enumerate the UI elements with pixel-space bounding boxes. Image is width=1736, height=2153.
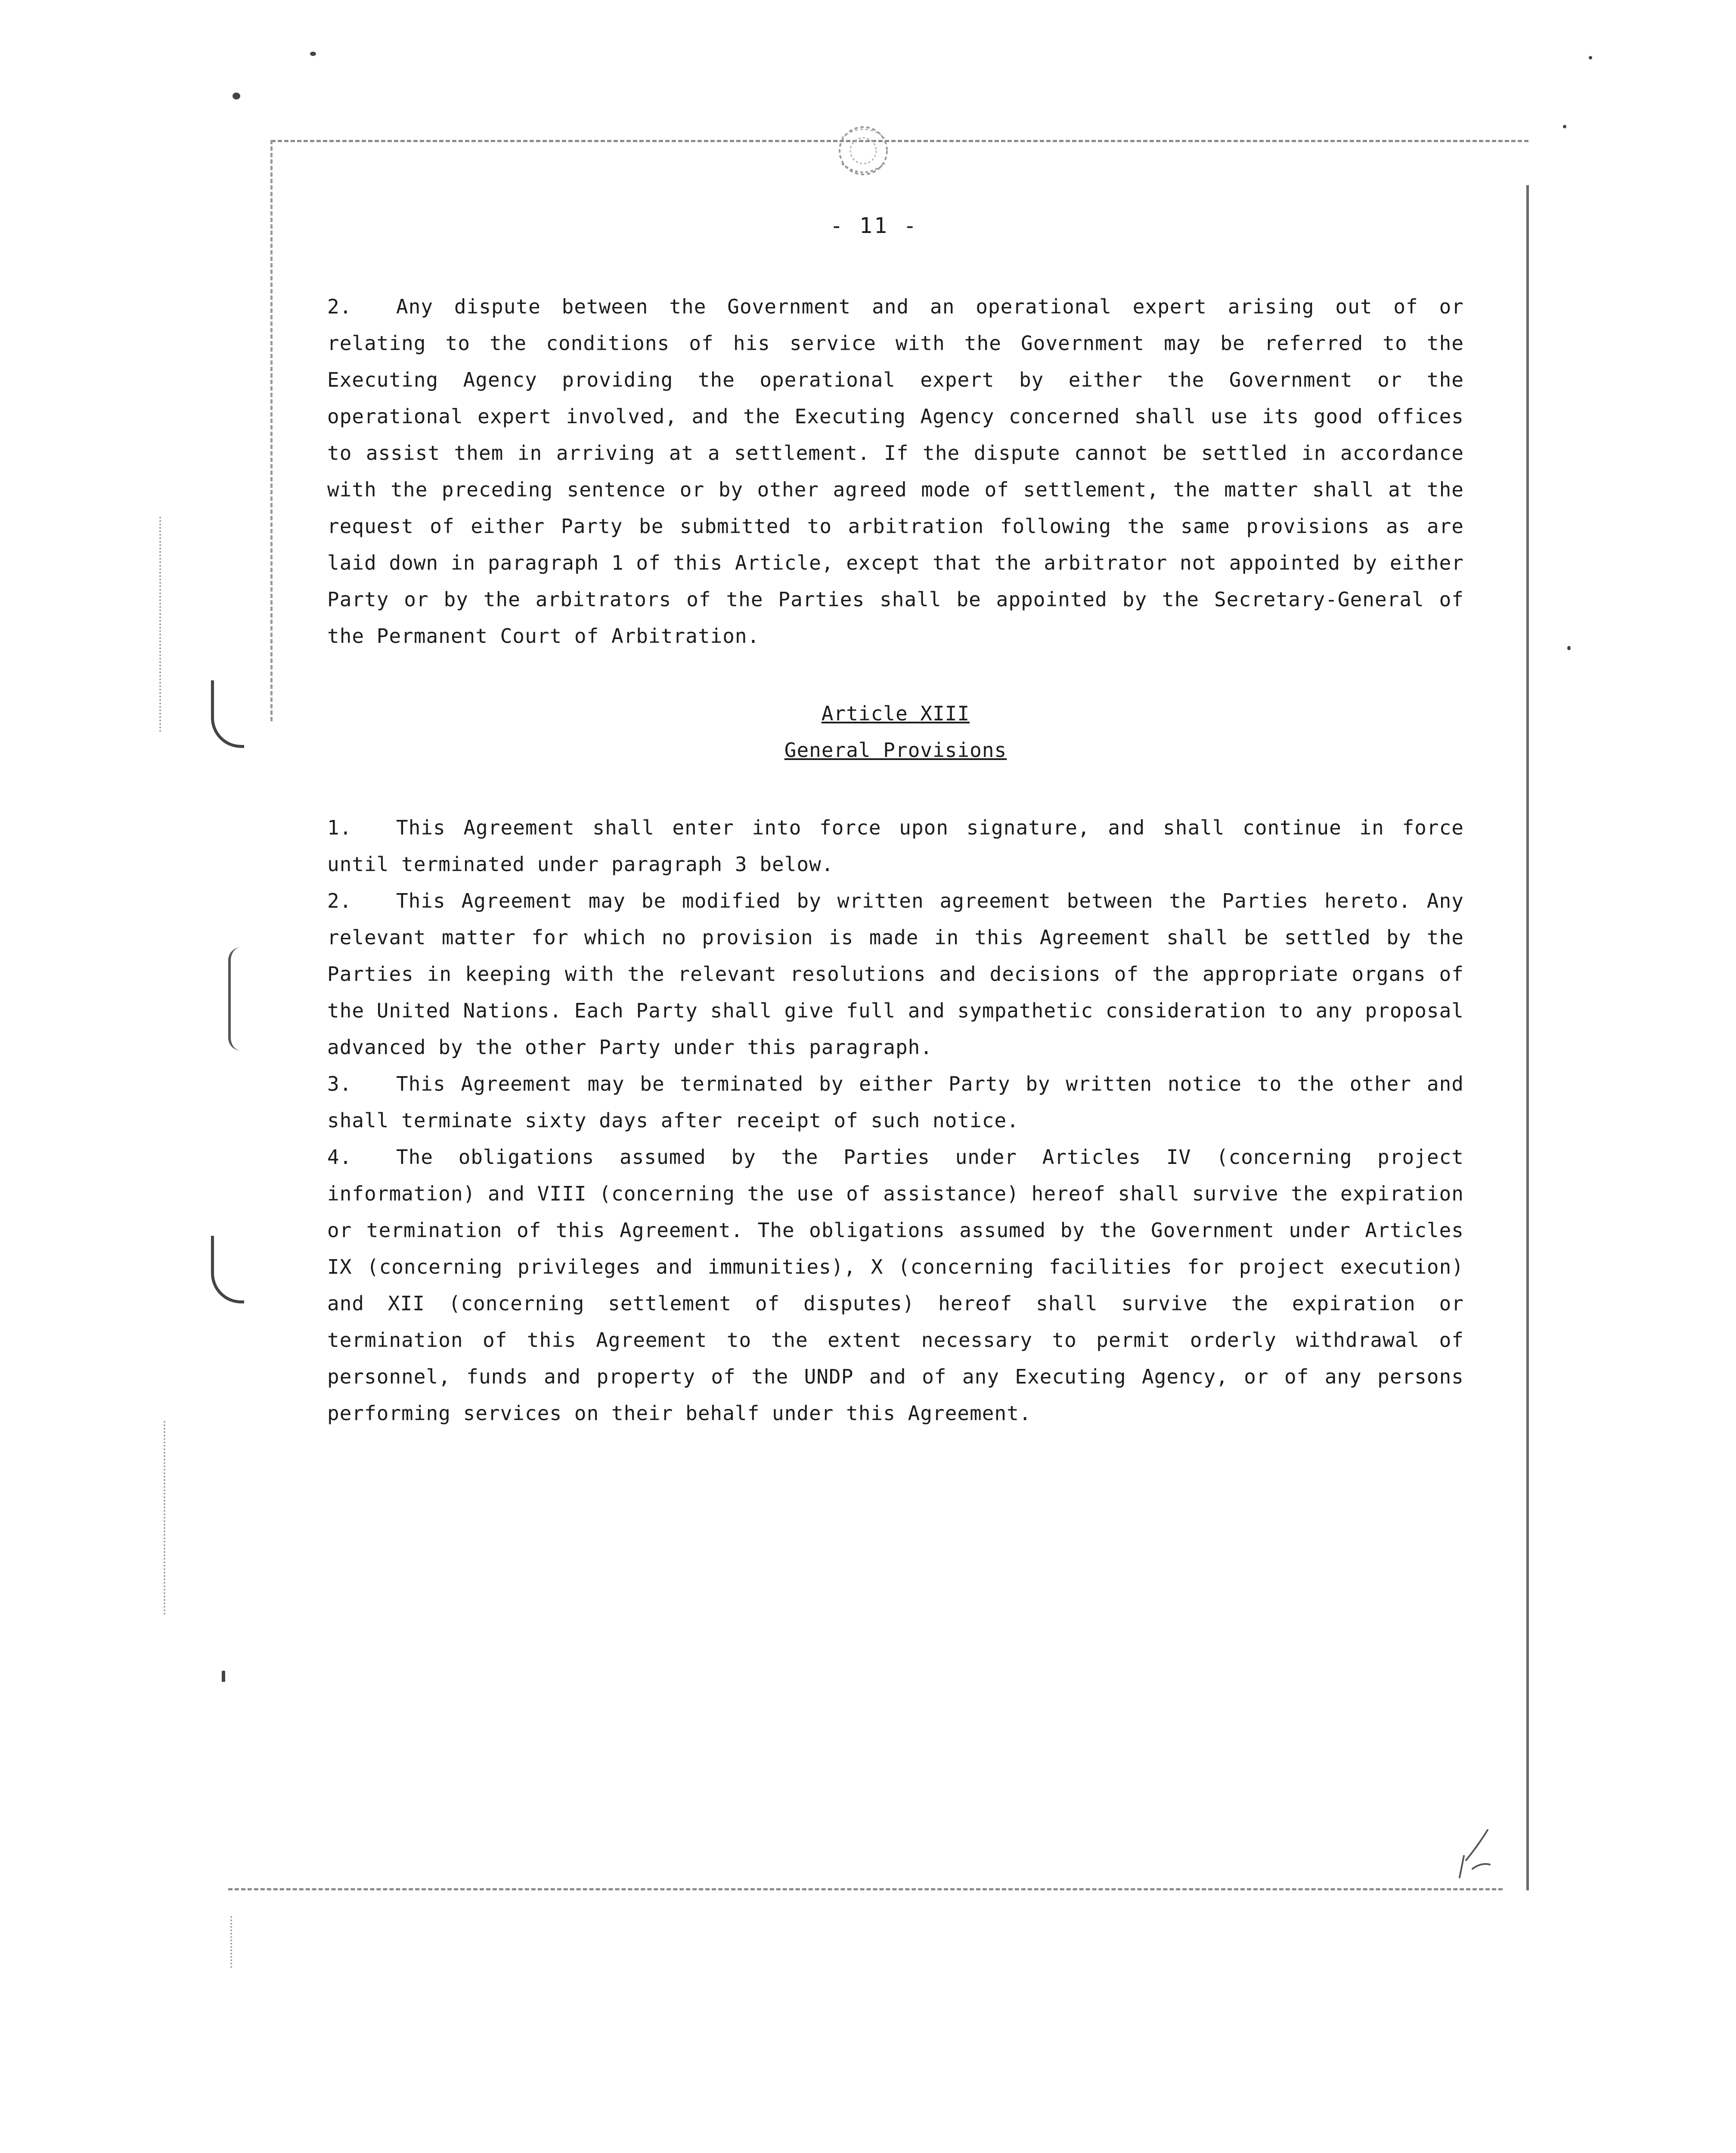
- page-frame-bottom-border: [228, 1888, 1503, 1890]
- paragraph-text: Any dispute between the Government and an operational expert arising out of or relating to the conditions of his service with the Government may be referred to the Executing Agency providing the operational expert by either the Government or the operational expert involved, and the Executing Agency concerned shall use its good offices to assist them in arriving at a settlement. If the dispute cannot be settled in accordance with the preceding sentence or by other agreed mode of settlement, the matter shall at the request of either Party be submitted to arbitration following the same provisions as are laid down in paragraph 1 of this Article, except that the arbitrator not appointed by either Party or by the arbitrators of the Parties shall be appointed by the Secretary-General of the Permanent Court of Arbitration.: [327, 295, 1464, 648]
- provision-paragraph-3: [327, 1066, 1464, 1139]
- margin-scan-dots: [164, 1421, 165, 1615]
- article-title: Article XIII: [821, 702, 970, 725]
- paragraph-text: This Agreement shall enter into force upon signature, and shall continue in force until terminated under paragraph 3 below.: [327, 816, 1464, 876]
- provision-paragraph-4: [327, 1139, 1464, 1432]
- paragraph-number: 2.: [327, 889, 352, 912]
- provision-paragraph-1: [327, 810, 1464, 883]
- article-heading-block: [327, 695, 1464, 769]
- paragraph-number: 2.: [327, 295, 352, 318]
- page-number: - 11 -: [830, 213, 918, 238]
- dispute-paragraph-2: [327, 289, 1464, 655]
- paragraph-text: This Agreement may be terminated by either Party by written notice to the other and shall terminate sixty days after receipt of such notice.: [327, 1072, 1464, 1132]
- scan-speck: [1563, 125, 1566, 128]
- paragraph-number: 1.: [327, 816, 352, 839]
- article-subtitle: General Provisions: [784, 738, 1007, 762]
- binder-hole-mark: [211, 680, 244, 748]
- page-frame-right-border: [1526, 185, 1529, 1890]
- scan-speck: [310, 52, 316, 56]
- paragraph-number: 4.: [327, 1145, 352, 1169]
- document-body: [327, 289, 1464, 1432]
- handwritten-initials-icon: [1447, 1821, 1498, 1882]
- paragraph-number: 3.: [327, 1072, 352, 1095]
- page-frame-top-border: [271, 140, 1528, 142]
- paragraph-text: The obligations assumed by the Parties under Articles IV (concerning project information) and VIII (concerning the use of assistance) hereof shall survive the expiration or termination of this Agreement. The obligations assumed by the Government under Articles IX (concerning privileges and immunities), X (concerning facilities for project execution) and XII (concerning settlement of disputes) hereof shall survive the expiration or termination of this Agreement to the extent necessary to permit orderly withdrawal of personnel, funds and property of the UNDP and of any Executing Agency, or of any persons performing services on their behalf under this Agreement.: [327, 1145, 1464, 1425]
- binder-hole-mark: [211, 1236, 244, 1303]
- scan-speck: [1567, 646, 1571, 650]
- scan-speck: [222, 1671, 225, 1682]
- margin-scan-dots: [159, 517, 161, 732]
- margin-bracket-mark: [228, 947, 244, 1051]
- scan-speck: [1589, 56, 1592, 59]
- margin-scan-dots: [230, 1916, 232, 1968]
- paragraph-text: This Agreement may be modified by written agreement between the Parties hereto. Any relevant matter for which no provision is made in this Agreement shall be settled by the Parties in keeping with the relevant resolutions and decisions of the appropriate organs of the United Nations. Each Party shall give full and sympathetic consideration to any proposal advanced by the other Party under this paragraph.: [327, 889, 1464, 1059]
- un-emblem-icon: [829, 116, 898, 185]
- page-frame-left-border: [270, 140, 273, 721]
- scan-speck: [232, 93, 240, 99]
- provision-paragraph-2: [327, 883, 1464, 1066]
